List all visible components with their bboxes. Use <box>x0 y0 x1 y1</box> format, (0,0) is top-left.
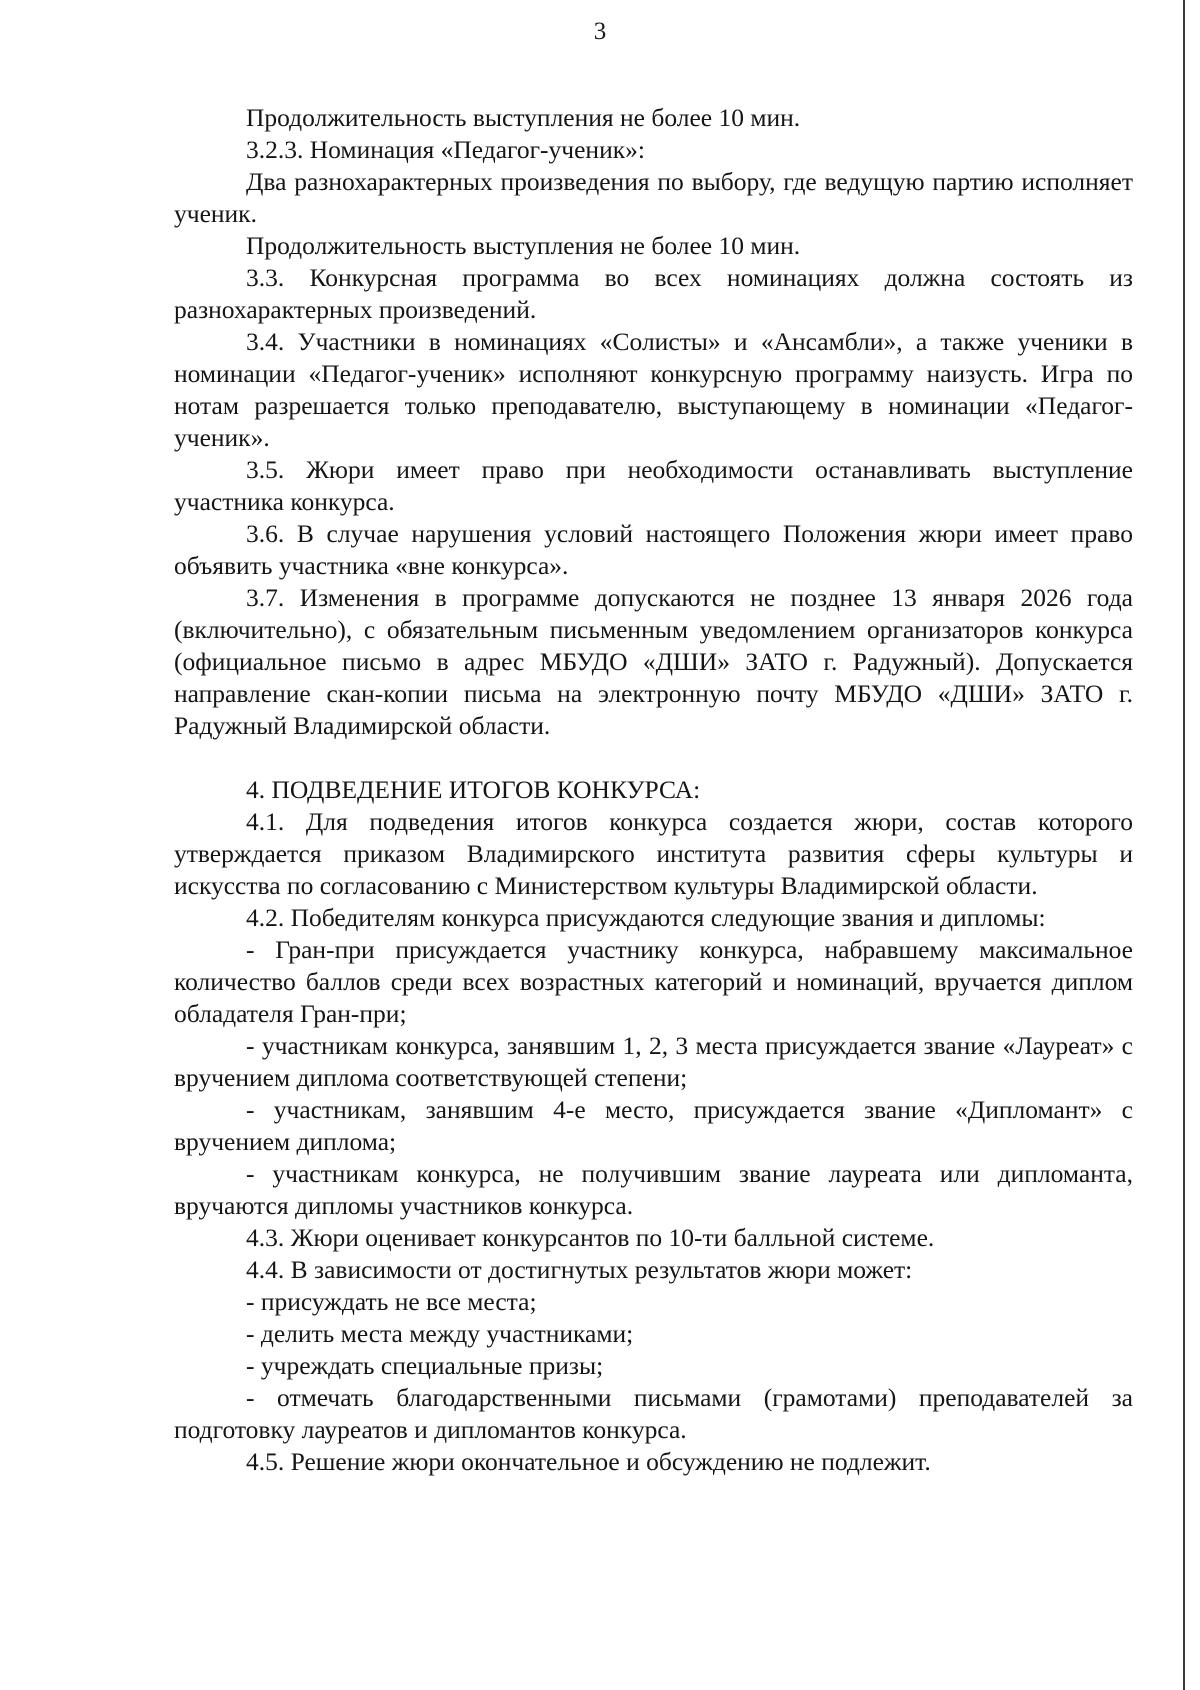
document-body <box>174 102 1133 1478</box>
scan-edge-line <box>1183 0 1185 1690</box>
paragraph-duration-1: Продолжительность выступления не более 10 мин. <box>246 103 801 132</box>
paragraph-nomination-teacher-student: 3.2.3. Номинация «Педагог-ученик»: <box>246 135 645 164</box>
paragraph-4-4: 4.4. В зависимости от достигнутых результатов жюри может: <box>246 1255 913 1284</box>
paragraph-3-3: 3.3. Конкурсная программа во всех номинациях должна состоять из разнохарактерных произведений. <box>174 263 1133 324</box>
list-item-special-prizes: - учреждать специальные призы; <box>246 1351 604 1380</box>
paragraph-duration-2: Продолжительность выступления не более 10 мин. <box>246 231 801 260</box>
paragraph-3-7: 3.7. Изменения в программе допускаются не позднее 13 января 2026 года (включительно), с обязательным письменным уведомлением организаторов конкурса (официальное письмо в адрес МБУДО «ДШИ» ЗАТО г. Радужный). Допускается направление скан-копии письма на электронную почту МБУДО «ДШИ» ЗАТО г. Радужный Владимирской области. <box>174 583 1133 740</box>
list-item-laureate: - участникам конкурса, занявшим 1, 2, 3 места присуждается звание «Лауреат» с вручением диплома соответствующей степени; <box>174 1031 1133 1092</box>
page-number: 3 <box>593 18 607 45</box>
paragraph-3-5: 3.5. Жюри имеет право при необходимости останавливать выступление участника конкурса. <box>174 455 1133 516</box>
list-item-not-all-places: - присуждать не все места; <box>246 1287 537 1316</box>
section-4-heading: 4. ПОДВЕДЕНИЕ ИТОГОВ КОНКУРСА: <box>246 775 701 804</box>
paragraph-4-5: 4.5. Решение жюри окончательное и обсуждению не подлежит. <box>246 1447 931 1476</box>
list-item-participant-diplomas: - участникам конкурса, не получившим звание лауреата или дипломанта, вручаются дипломы участников конкурса. <box>174 1159 1133 1220</box>
paragraph-two-pieces: Два разнохарактерных произведения по выбору, где ведущую партию исполняет ученик. <box>174 167 1133 228</box>
paragraph-3-4: 3.4. Участники в номинациях «Солисты» и «Ансамбли», а также ученики в номинации «Педагог-ученик» исполняют конкурсную программу наизусть. Игра по нотам разрешается только преподавателю, выступающему в номинации «Педагог-ученик». <box>174 327 1133 452</box>
paragraph-3-6: 3.6. В случае нарушения условий настоящего Положения жюри имеет право объявить участника «вне конкурса». <box>174 519 1133 580</box>
list-item-share-places: - делить места между участниками; <box>246 1319 634 1348</box>
list-item-thank-you-letters: - отмечать благодарственными письмами (грамотами) преподавателей за подготовку лауреатов и дипломантов конкурса. <box>174 1383 1133 1444</box>
list-item-grand-prix: - Гран-при присуждается участнику конкурса, набравшему максимальное количество баллов среди всех возрастных категорий и номинаций, вручается диплом обладателя Гран-при; <box>174 935 1133 1028</box>
paragraph-4-2: 4.2. Победителям конкурса присуждаются следующие звания и дипломы: <box>246 903 1046 932</box>
list-item-diplomant: - участникам, занявшим 4-е место, присуждается звание «Дипломант» с вручением диплома; <box>174 1095 1133 1156</box>
paragraph-4-1: 4.1. Для подведения итогов конкурса создается жюри, состав которого утверждается приказом Владимирского института развития сферы культуры и искусства по согласованию с Министерством культуры Владимирской области. <box>174 807 1133 900</box>
paragraph-4-3: 4.3. Жюри оценивает конкурсантов по 10-ти балльной системе. <box>246 1223 935 1252</box>
